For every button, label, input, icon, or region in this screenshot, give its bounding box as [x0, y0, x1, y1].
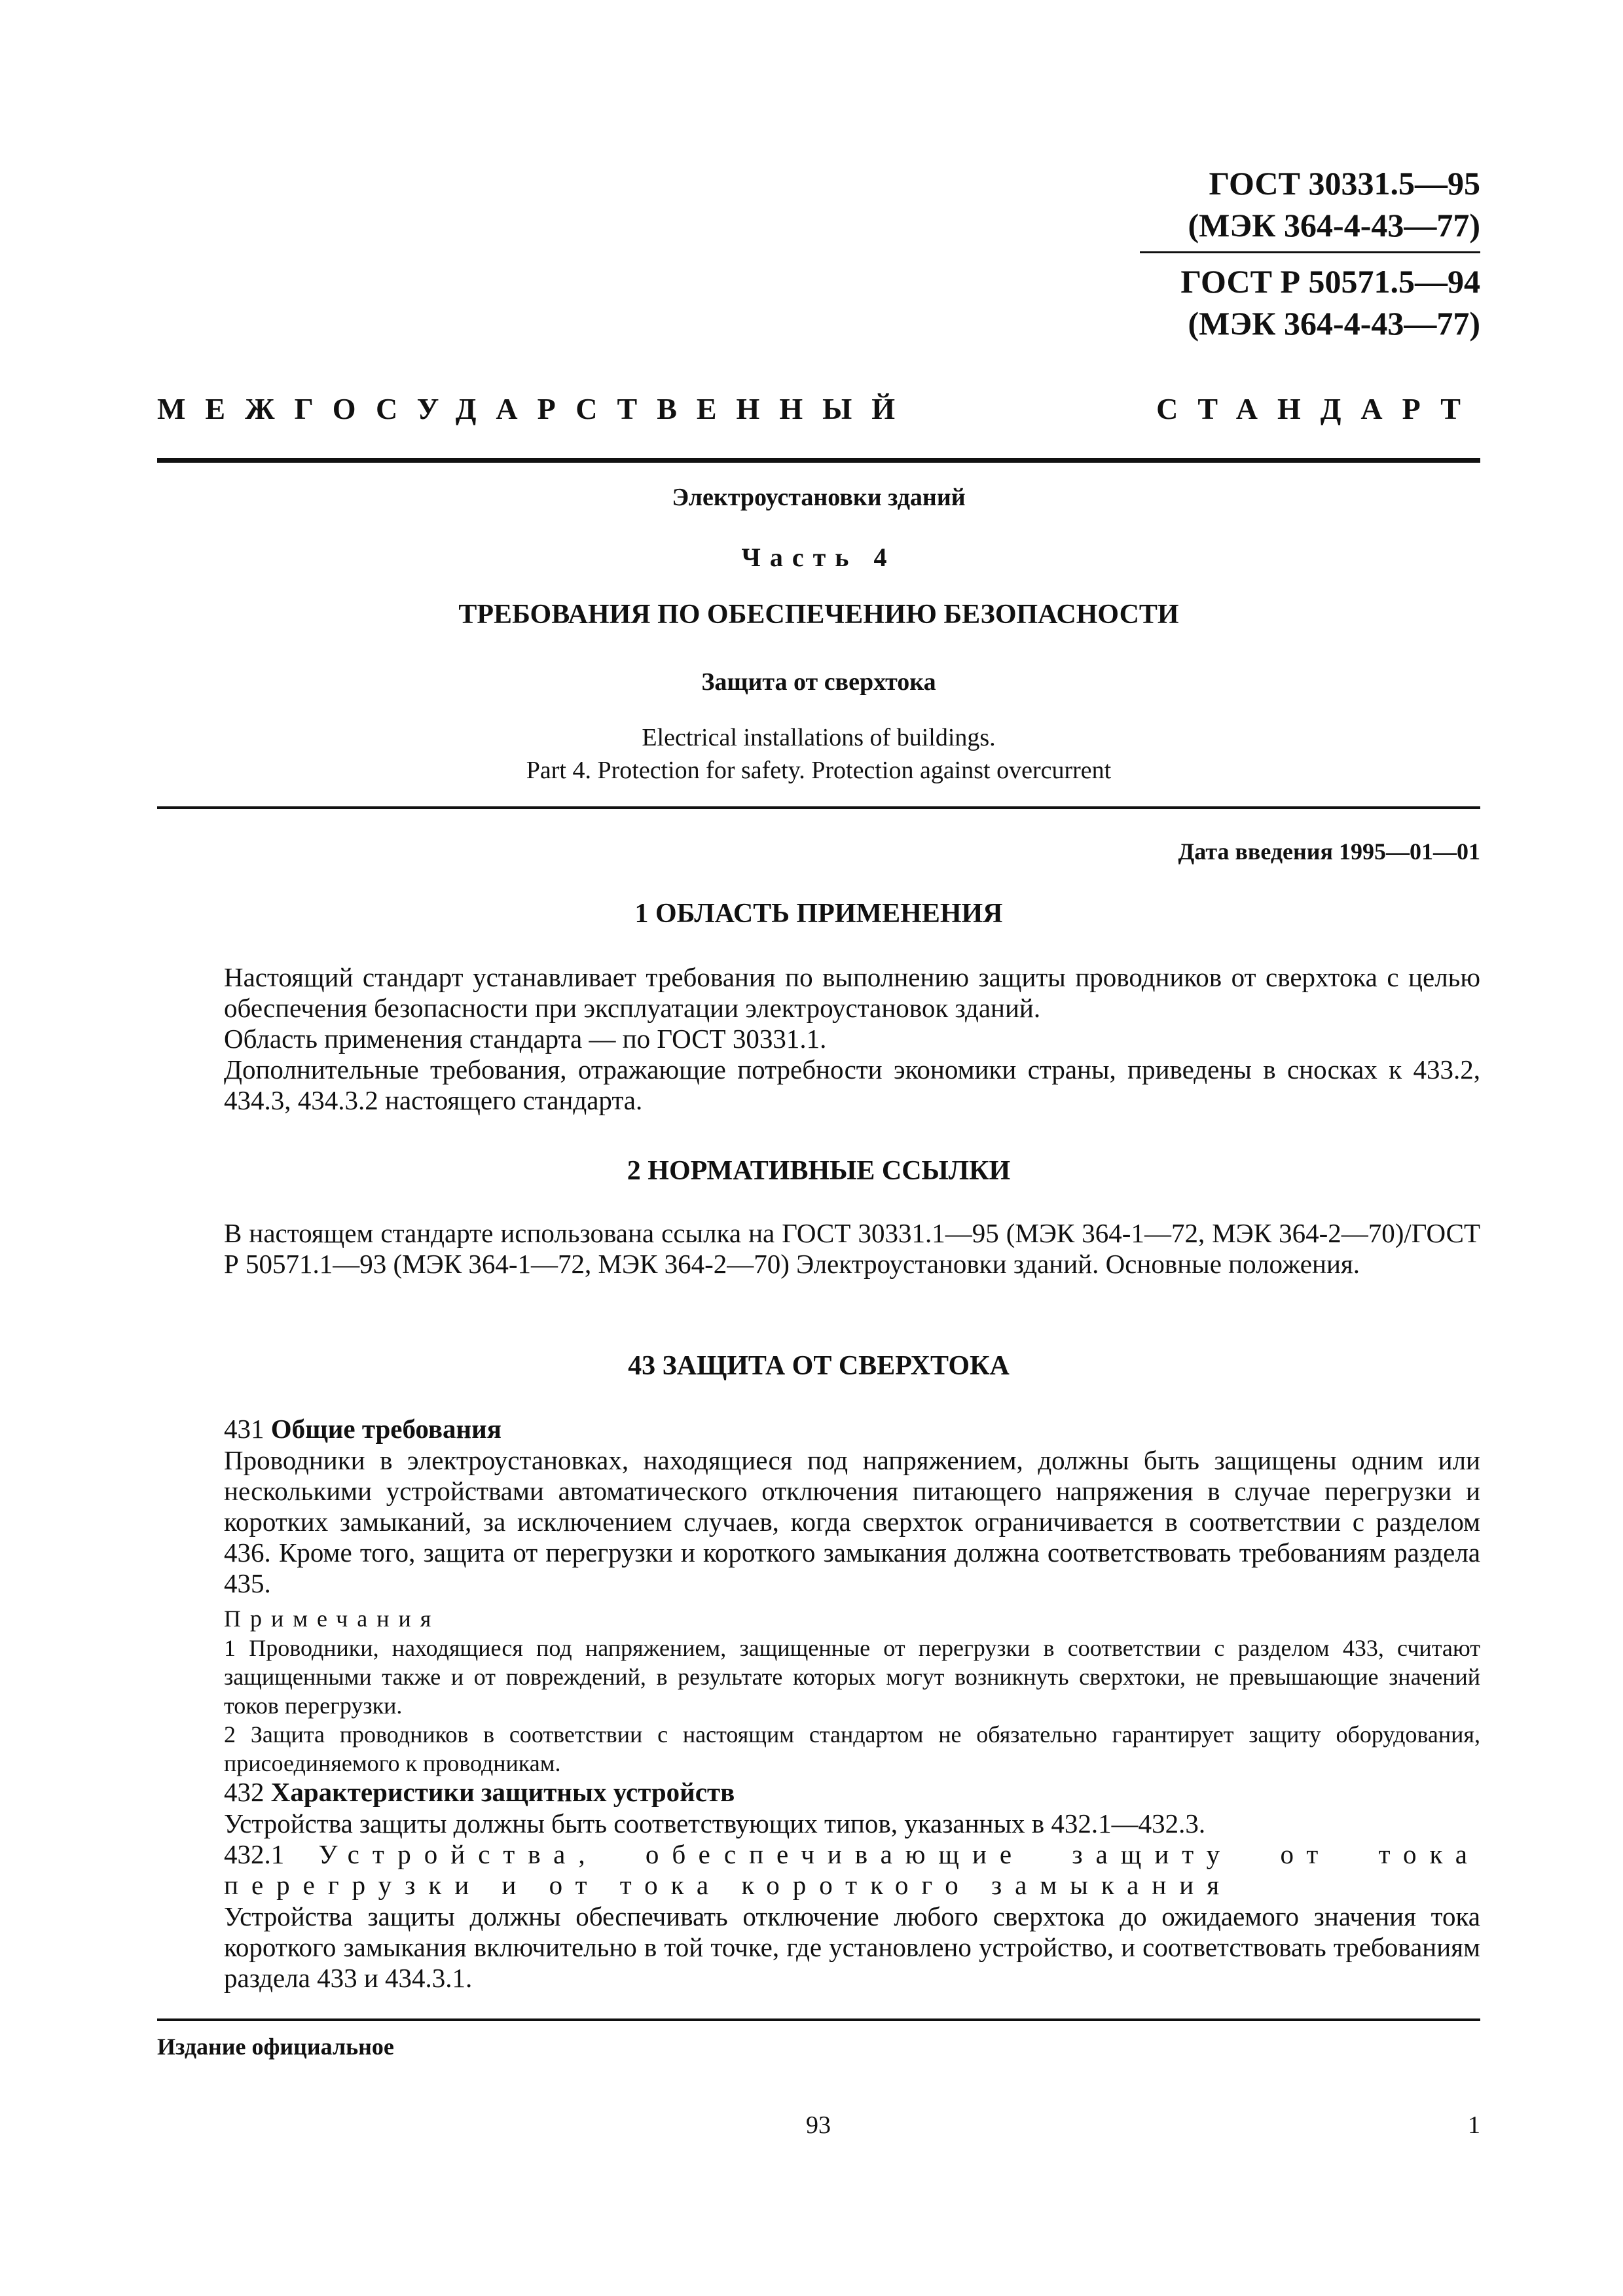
- note-2: 2 Защита проводников в соответствии с настоящим стандартом не обязательно гарантирует защиту оборудования, присоединяемого к проводникам.: [224, 1721, 1480, 1776]
- clause-431-paragraph: Проводники в электроустановках, находящиеся под напряжением, должны быть защищены одним или несколькими устройствами автоматического отключения питающего напряжения в случае перегрузки и коротких замыканий, за исключением случаев, когда сверхток ограничивается в соответствии с разделом 436. Кроме того, защита от перегрузки и короткого замыкания должна соответствовать требованиям раздела 435.: [224, 1445, 1480, 1598]
- section-1-paragraph-1: Настоящий стандарт устанавливает требования по выполнению защиты проводников от сверхтока с целью обеспечения безопасности при эксплуатации электроустановок зданий.: [224, 962, 1480, 1023]
- standard-type-word-1: МЕЖГОСУДАРСТВЕННЫЙ: [157, 392, 915, 425]
- footer-rule: [157, 2018, 1480, 2021]
- section-1-heading: 1 ОБЛАСТЬ ПРИМЕНЕНИЯ: [634, 899, 1003, 929]
- clause-431-heading: 431 Общие требования: [224, 1414, 501, 1444]
- code-gost-r-iec: (МЭК 364-4-43—77): [1188, 305, 1480, 342]
- clause-432-1-heading: 432.1 Устройства, обеспечивающие защиту от тока перегрузки и от тока короткого замыкания: [224, 1839, 1480, 1900]
- section-1-paragraph-3: Дополнительные требования, отражающие потребности экономики страны, приведены в сносках к 433.2, 434.3, 434.3.2 настоящего стандарта.: [224, 1054, 1480, 1115]
- english-title-line-1: Electrical installations of buildings.: [642, 724, 996, 751]
- sub-title: Защита от сверхтока: [701, 668, 936, 696]
- standard-codes: [1140, 162, 1480, 342]
- clause-432-paragraph: Устройства защиты должны быть соответствующих типов, указанных в 432.1—432.3.: [224, 1808, 1206, 1839]
- code-gost-r: ГОСТ Р 50571.5—94: [1180, 263, 1480, 300]
- title-rule: [157, 806, 1480, 809]
- english-title-line-2: Part 4. Protection for safety. Protection against overcurrent: [526, 757, 1112, 784]
- subject-title: Электроустановки зданий: [672, 484, 966, 511]
- part-title: Часть 4: [741, 543, 896, 572]
- official-edition-label: Издание официальное: [157, 2034, 394, 2060]
- header-rule: [157, 458, 1480, 463]
- section-43-heading: 43 ЗАЩИТА ОТ СВЕРХТОКА: [628, 1351, 1010, 1381]
- section-1-paragraph-2: Область применения стандарта — по ГОСТ 30331.1.: [224, 1024, 827, 1054]
- code-gost: ГОСТ 30331.5—95: [1209, 165, 1480, 202]
- sheet-number: 1: [1468, 2111, 1480, 2139]
- standard-type-word-2: СТАНДАРТ: [1156, 392, 1480, 425]
- note-1: 1 Проводники, находящиеся под напряжением, защищенные от перегрузки в соответствии с разделом 433, считают защищенными также и от повреждений, в результате которых могут возникнуть сверхтоки, не превышающие значений токов перегрузки.: [224, 1635, 1480, 1719]
- standard-type-title: [157, 391, 1480, 426]
- section-2-heading: 2 НОРМАТИВНЫЕ ССЫЛКИ: [627, 1156, 1011, 1186]
- main-title: ТРЕБОВАНИЯ ПО ОБЕСПЕЧЕНИЮ БЕЗОПАСНОСТИ: [458, 600, 1179, 630]
- notes-label: Примечания: [224, 1605, 441, 1632]
- clause-432-1-paragraph: Устройства защиты должны обеспечивать отключение любого сверхтока до ожидаемого значения тока короткого замыкания включительно в той точке, где установлено устройство, и соответствовать требованиям раздела 433 и 434.3.1.: [224, 1901, 1480, 1993]
- page-number: 93: [806, 2111, 831, 2139]
- codes-divider: [1140, 251, 1480, 253]
- introduction-date: Дата введения 1995—01—01: [1178, 838, 1480, 865]
- section-2-paragraph: В настоящем стандарте использована ссылка на ГОСТ 30331.1—95 (МЭК 364-1—72, МЭК 364-2—70)/ГОСТ Р 50571.1—93 (МЭК 364-1—72, МЭК 364-2—70) Электроустановки зданий. Основные положения.: [224, 1218, 1480, 1279]
- code-gost-iec: (МЭК 364-4-43—77): [1188, 207, 1480, 243]
- clause-432-heading: 432 Характеристики защитных устройств: [224, 1777, 735, 1807]
